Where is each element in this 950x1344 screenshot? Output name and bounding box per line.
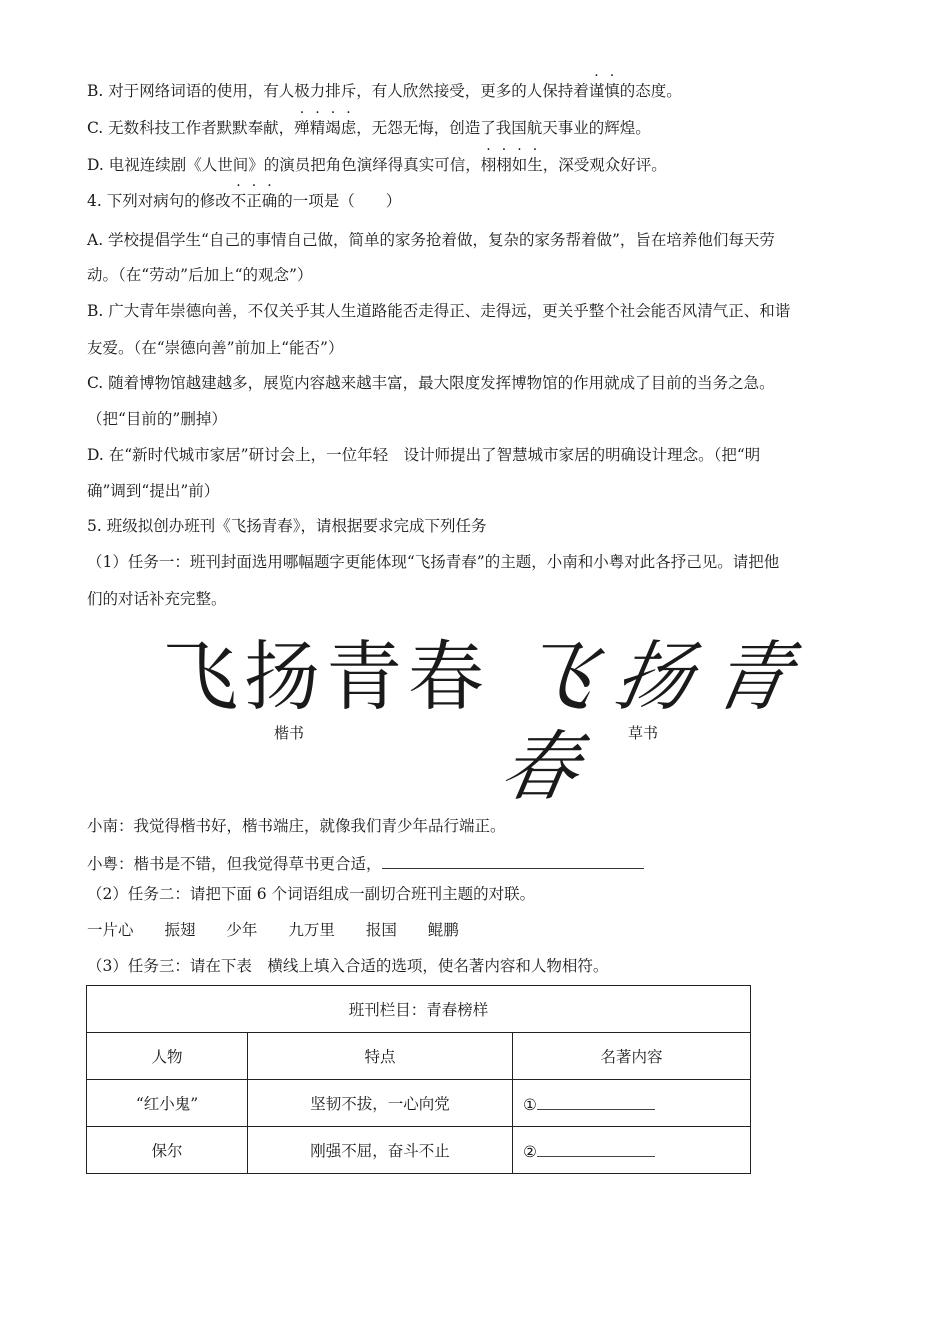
person-cell: 保尔 [87,1127,248,1174]
kaishu-calligraphy: 飞扬青春 [162,632,490,721]
word-list [87,919,485,941]
book-table [86,985,751,1174]
task-2: （2）任务二：请把下面 6 个词语组成一副切合班刊主题的对联。 [87,885,536,903]
word-item: 报国 [365,921,397,939]
answer-blank[interactable] [537,1093,655,1110]
task-3: （3）任务三：请在下表 横线上填入合适的选项，使名著内容和人物相符。 [87,957,609,975]
trait-cell: 坚韧不拔，一心向党 [248,1080,513,1127]
caoshu-calligraphy: 飞扬青春 [494,632,820,811]
question-4-text: 4. 下列对病句的修改 [87,192,231,210]
table-row [87,1080,751,1127]
answer-blank[interactable] [537,1140,655,1157]
q4-option-a-line1: A. 学校提倡学生“自己的事情自己做，简单的家务抢着做，复杂的家务帮着做”，旨在培养他们每天劳 [87,231,775,249]
task-1-line2: 们的对话补充完整。 [87,590,227,608]
answer-cell [513,1080,751,1127]
emphasized-word: 殚精竭虑 [294,119,357,137]
answer-cell [513,1127,751,1174]
question-4 [87,190,401,212]
word-item: 九万里 [288,921,335,939]
word-item: 振翅 [164,921,196,939]
option-b-text: B. 对于网络词语的使用，有人极力排斥，有人欣然接受，更多的人保持着 [87,82,589,100]
option-b-text-end: 的态度。 [619,82,682,100]
column-header: 人物 [87,1033,248,1080]
q4-option-b-line2: 友爱。（在“崇德向善”前加上“能否”） [87,339,344,357]
q4-option-c-line2: （把“目前的”删掉） [87,410,227,428]
option-c-text-end: ，无怨无悔，创造了我国航天事业的辉煌。 [356,119,651,137]
option-c-text: C. 无数科技工作者默默奉献， [87,119,295,137]
option-d-line [87,154,667,176]
table-row [87,1127,751,1174]
question-5: 5. 班级拟创办班刊《飞扬青春》，请根据要求完成下列任务 [87,517,487,535]
xiaonan-dialogue: 小南：我觉得楷书好，楷书端庄，就像我们青少年品行端正。 [87,817,506,835]
person-cell: “红小鬼” [87,1080,248,1127]
q4-option-a-line2: 动。（在“劳动”后加上“的观念”） [87,266,313,284]
emphasized-word: 谨慎 [588,82,620,100]
xiaoyue-text: 小粤：楷书是不错，但我觉得草书更合适， [87,855,382,873]
word-item: 一片心 [87,921,134,939]
calligraphy-figure [150,630,820,811]
option-b-line [87,80,682,102]
emphasized-word: 不正确 [230,192,278,210]
question-4-text-end: 的一项是（ ） [277,192,402,210]
trait-cell: 刚强不屈，奋斗不止 [248,1127,513,1174]
option-d-text: D. 电视连续剧《人世间》的演员把角色演绎得真实可信， [87,156,481,174]
column-header: 特点 [248,1033,513,1080]
column-header: 名著内容 [513,1033,751,1080]
q4-option-c-line1: C. 随着博物馆越建越多，展览内容越来越丰富，最大限度发挥博物馆的作用就成了目前的当务之急。 [87,374,775,392]
answer-blank[interactable] [382,851,644,869]
q4-option-b-line1: B. 广大青年崇德向善，不仅关乎其人生道路能否走得正、走得远，更关乎整个社会能否风清气正、和谐 [87,302,791,320]
q4-option-d-line1: D. 在“新时代城市家居”研讨会上，一位年轻 设计师提出了智慧城市家居的明确设计理念。（把“明 [87,446,761,464]
kaishu-label: 楷书 [274,724,305,742]
table-header-row [87,1033,751,1080]
option-d-text-end: ，深受观众好评。 [542,156,667,174]
emphasized-word: 栩栩如生 [480,156,543,174]
xiaoyue-dialogue [87,851,644,875]
q4-option-d-line2: 确”调到“提出”前） [87,482,220,500]
word-item: 鲲鹏 [427,921,459,939]
table-title-row [87,986,751,1033]
table-title: 班刊栏目：青春榜样 [87,986,751,1033]
word-item: 少年 [226,921,258,939]
option-c-line [87,117,651,139]
answer-mark: ① [523,1095,537,1114]
task-1-line1: （1）任务一：班刊封面选用哪幅题字更能体现“飞扬青春”的主题，小南和小粤对此各抒己见。请把他 [87,553,780,571]
answer-mark: ② [523,1142,537,1161]
caoshu-label: 草书 [628,724,659,742]
